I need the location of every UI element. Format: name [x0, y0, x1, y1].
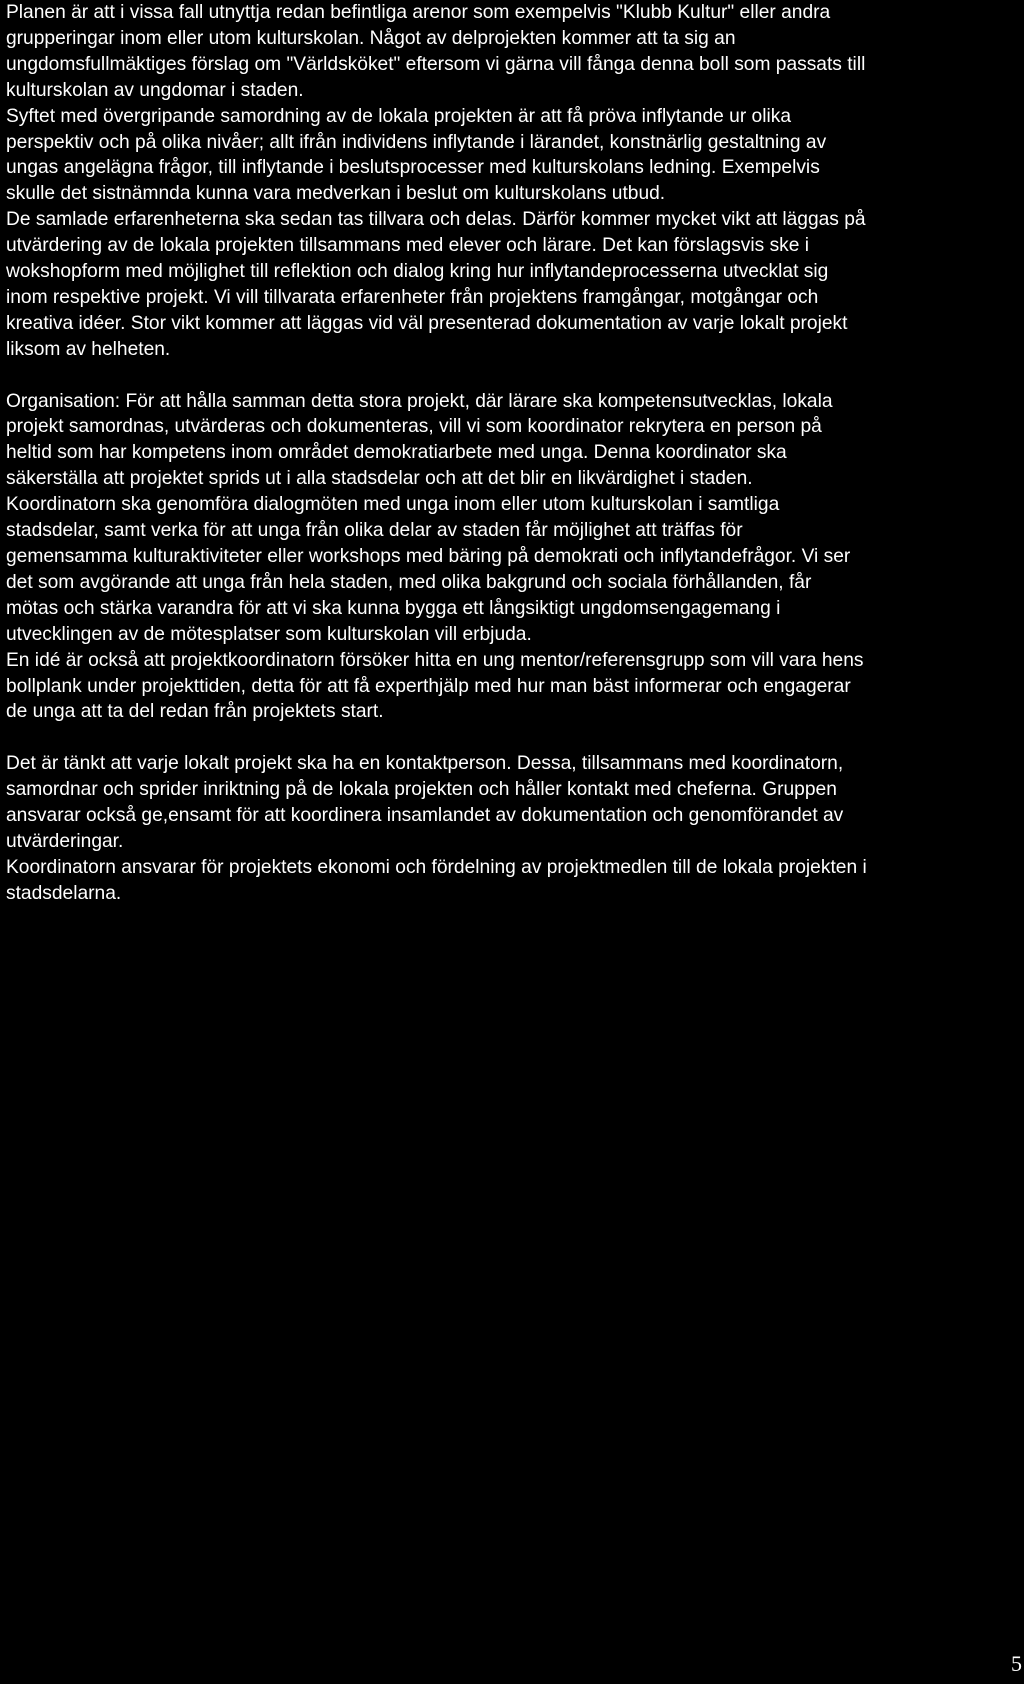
text-line: ungas angelägna frågor, till inflytande i beslutsprocesser med kulturskolans ledning. Exempelvis — [6, 157, 820, 179]
paragraph-gap — [6, 725, 1018, 751]
text-line: En idé är också att projektkoordinatorn försöker hitta en ung mentor/referensgrupp som vill vara hens — [6, 649, 864, 671]
paragraph-organisation — [6, 389, 1018, 493]
text-line: inom respektive projekt. Vi vill tillvarata erfarenheter från projektens framgångar, motgångar och — [6, 286, 819, 308]
text-line: utvärdering av de lokala projekten tillsammans med elever och lärare. Det kan förslagsvis ske i — [6, 235, 810, 257]
text-line: Koordinatorn ansvarar för projektets ekonomi och fördelning av projektmedlen till de lokala projekten i — [6, 856, 867, 878]
text-line: wokshopform med möjlighet till reflektion och dialog kring hur inflytandeprocesserna utvecklat sig — [6, 261, 829, 283]
text-line: Det är tänkt att varje lokalt projekt ska ha en kontaktperson. Dessa, tillsammans med koordinatorn, — [6, 753, 844, 775]
text-line: Syftet med övergripande samordning av de lokala projekten är att få pröva inflytande ur olika — [6, 105, 792, 127]
document-body — [6, 0, 1018, 907]
text-line: heltid som har kompetens inom området demokratiarbete med unga. Denna koordinator ska — [6, 442, 787, 464]
text-line: liksom av helheten. — [6, 338, 171, 360]
text-line: mötas och stärka varandra för att vi ska kunna bygga ett långsiktigt ungdomsengagemang i — [6, 597, 781, 619]
text-line: De samlade erfarenheterna ska sedan tas tillvara och delas. Därför kommer mycket vikt att läggas på — [6, 209, 866, 231]
text-line: stadsdelarna. — [6, 882, 122, 904]
text-line: kulturskolan av ungdomar i staden. — [6, 79, 304, 101]
text-line: Planen är att i vissa fall utnyttja redan befintliga arenor som exempelvis "Klubb Kultur" eller andra — [6, 2, 831, 23]
text-line: stadsdelar, samt verka för att unga från olika delar av staden får möjlighet att träffas för — [6, 520, 743, 542]
text-line: ansvarar också ge,ensamt för att koordinera insamlandet av dokumentation och genomförandet av — [6, 805, 844, 827]
text-line: Koordinatorn ska genomföra dialogmöten med unga inom eller utom kulturskolan i samtliga — [6, 494, 780, 516]
text-line: skulle det sistnämnda kunna vara medverkan i beslut om kulturskolans utbud. — [6, 183, 666, 205]
paragraph-dialogue — [6, 492, 1018, 647]
paragraph-contact-person — [6, 751, 1018, 855]
paragraph-mentor — [6, 648, 1018, 726]
paragraph-evaluation — [6, 207, 1018, 362]
page-number: 5 — [1011, 1651, 1022, 1676]
text-line: samordnar och sprider inriktning på de lokala projekten och håller kontakt med cheferna. Gruppen — [6, 779, 837, 801]
text-line: projekt samordnas, utvärderas och dokumenteras, vill vi som koordinator rekrytera en person på — [6, 416, 822, 438]
text-line: Organisation: För att hålla samman detta stora projekt, där lärare ska kompetensutvecklas, lokala — [6, 390, 833, 412]
paragraph-arenas — [6, 0, 1018, 104]
text-line: säkerställa att projektet sprids ut i alla stadsdelar och att det blir en likvärdighet i staden. — [6, 468, 753, 490]
text-line: de unga att ta del redan från projektets start. — [6, 701, 384, 723]
text-line: ungdomsfullmäktiges förslag om "Världsköket" eftersom vi gärna vill fånga denna boll som passats till — [6, 53, 866, 75]
paragraph-gap — [6, 363, 1018, 389]
paragraph-purpose — [6, 104, 1018, 208]
text-line: bollplank under projekttiden, detta för att få experthjälp med hur man bäst informerar och engagerar — [6, 675, 851, 697]
text-line: grupperingar inom eller utom kulturskolan. Något av delprojekten kommer att ta sig an — [6, 27, 736, 49]
text-line: gemensamma kulturaktiviteter eller workshops med bäring på demokrati och inflytandefrågor. Vi ser — [6, 546, 851, 568]
text-line: perspektiv och på olika nivåer; allt ifrån individens inflytande i lärandet, konstnärlig gestaltning av — [6, 131, 827, 153]
text-line: kreativa idéer. Stor vikt kommer att läggas vid väl presenterad dokumentation av varje lokalt projekt — [6, 312, 848, 334]
text-line: utvärderingar. — [6, 830, 124, 852]
text-line: utvecklingen av de mötesplatser som kulturskolan vill erbjuda. — [6, 623, 532, 645]
paragraph-economy — [6, 855, 1018, 907]
text-line: det som avgörande att unga från hela staden, med olika bakgrund och sociala förhållanden, får — [6, 571, 812, 593]
